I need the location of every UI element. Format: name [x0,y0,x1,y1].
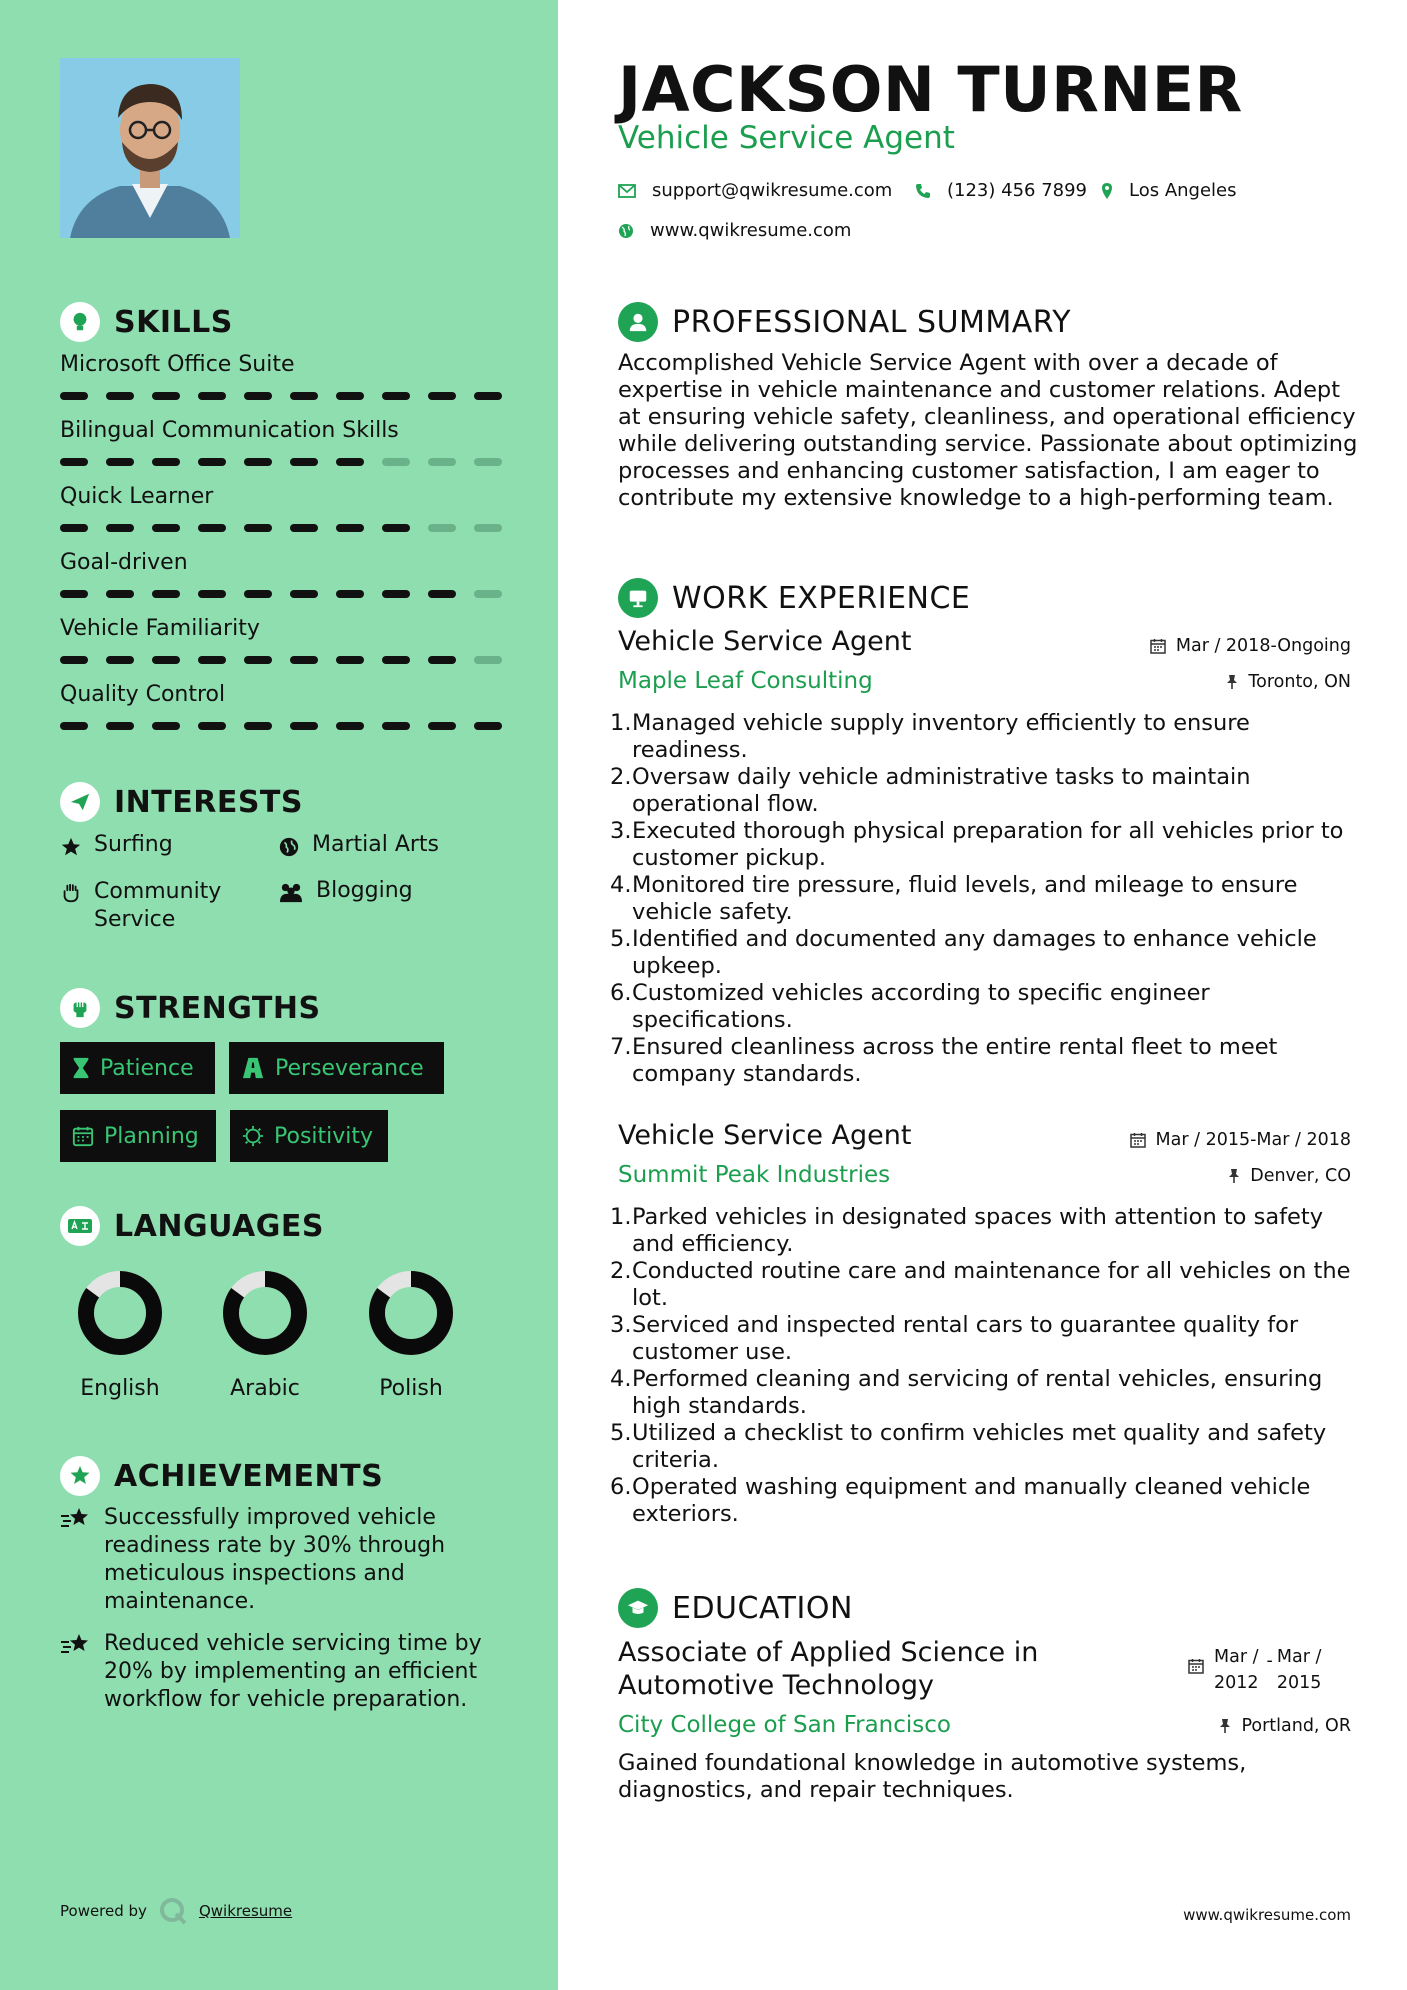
calendar-icon [72,1125,94,1147]
skill-level-segment [428,392,456,400]
hand-icon [60,882,82,904]
duty-number: 5. [610,1420,632,1446]
skill-item [60,550,500,600]
language-icon [60,1206,100,1246]
fist-icon [60,988,100,1028]
contact-location [1101,180,1237,201]
candidate-name: JACKSON TURNER [618,53,1243,126]
skill-level-segment [244,722,272,730]
skill-level-segment [60,722,88,730]
duty-item [610,764,1370,818]
company-name: Maple Leaf Consulting [618,668,873,694]
star-icon [60,836,82,858]
paper-plane-icon [60,782,100,822]
skill-label: Quality Control [60,682,226,707]
skill-label: Goal-driven [60,550,188,575]
company-name: Summit Peak Industries [618,1162,891,1188]
skill-level-segment [152,458,180,466]
duty-item [610,1204,1370,1258]
duty-text: Executed thorough physical preparation for all vehicles prior to customer pickup. [632,818,1344,871]
user-icon [618,302,658,342]
achievement-item [60,1504,500,1616]
interest-item [278,832,439,858]
skill-level-segment [152,392,180,400]
skill-level-segment [198,656,226,664]
skill-level-segment [382,722,410,730]
skill-level-segment [290,656,318,664]
skill-level-segment [106,458,134,466]
strength-label: Perseverance [275,1055,424,1081]
job-location-text: Toronto, ON [1248,672,1351,692]
road-icon [241,1057,265,1079]
achievement-item [60,1630,500,1714]
date-part: Mar / [1214,1647,1259,1667]
duty-text: Monitored tire pressure, fluid levels, and mileage to ensure vehicle safety. [632,872,1298,925]
skill-level-segment [336,392,364,400]
email-text[interactable]: support@qwikresume.com [652,180,893,201]
skill-level-segment [244,524,272,532]
skill-level-bar [60,524,500,534]
website-text[interactable]: www.qwikresume.com [650,220,852,241]
skill-item [60,682,500,732]
achievements-header [60,1456,383,1496]
briefcase-icon [618,578,658,618]
duty-item [610,818,1370,872]
summary-text: Accomplished Vehicle Service Agent with over a decade of expertise in vehicle maintenance and customer relations. Adept at ensuring vehicle safety, cleanliness, and operational efficiency while delivering outstanding service. Passionate about optimizing processes and enhancing customer satisfaction, I am eager to contribute my extensive knowledge to a high-performing team. [618,350,1358,511]
job-duties-list [610,1204,1370,1528]
date-part: Mar / [1276,1647,1322,1667]
profile-photo [60,58,240,238]
duty-number: 2. [610,1258,632,1284]
duty-text: Customized vehicles according to specific engineer specifications. [632,980,1210,1033]
sidebar [0,0,558,1990]
skill-item [60,352,500,402]
language-proficiency-ring [220,1268,310,1358]
achievement-text: Reduced vehicle servicing time by 20% by implementing an efficient workflow for vehicle preparation. [104,1631,482,1712]
education-description: Gained foundational knowledge in automotive systems, diagnostics, and repair techniques. [618,1750,1247,1803]
skill-level-segment [474,722,502,730]
strength-badge [229,1042,444,1094]
map-pin-icon [1101,182,1113,200]
date-part: 2012 [1214,1673,1259,1693]
candidate-role: Vehicle Service Agent [618,120,955,156]
skill-level-segment [382,458,410,466]
language-label: Polish [379,1376,443,1401]
skill-level-segment [382,656,410,664]
contact-website [618,220,851,241]
job-dates-text: Mar / 2015-Mar / 2018 [1155,1130,1351,1150]
skill-level-segment [290,392,318,400]
job-dates [1150,636,1351,656]
powered-by-brand-link[interactable]: Qwikresume [198,1902,293,1920]
skill-level-segment [198,722,226,730]
duty-text: Performed cleaning and servicing of rental vehicles, ensuring high standards. [632,1366,1323,1419]
interest-label: Martial Arts [312,832,440,857]
skill-level-segment [474,656,502,664]
skill-level-segment [106,722,134,730]
skill-label: Bilingual Communication Skills [60,418,399,443]
calendar-icon [1130,1132,1146,1148]
language-item [346,1268,476,1401]
skill-level-bar [60,458,500,468]
skill-level-segment [106,590,134,598]
strengths-header [60,988,321,1028]
duty-item [610,872,1370,926]
skill-level-segment [60,656,88,664]
skill-level-segment [244,392,272,400]
skill-level-segment [244,656,272,664]
duty-number: 6. [610,1474,632,1500]
skill-level-segment [152,524,180,532]
duty-text: Ensured cleanliness across the entire rental fleet to meet company standards. [632,1034,1278,1087]
skill-level-bar [60,656,500,666]
skill-level-segment [152,656,180,664]
skill-level-segment [244,590,272,598]
skill-level-segment [106,524,134,532]
pushpin-icon [1228,1168,1240,1184]
powered-by [60,1902,292,1920]
job-location-text: Denver, CO [1250,1166,1351,1186]
skill-level-bar [60,392,500,402]
skill-item [60,484,500,534]
language-item [55,1268,185,1401]
strength-badge [60,1110,216,1162]
duty-item [610,1312,1370,1366]
strength-label: Planning [104,1123,199,1149]
pushpin-icon [1219,1718,1231,1734]
job-location [1228,1166,1351,1186]
duty-number: 1. [610,710,632,736]
shooting-star-icon [60,1632,92,1658]
phone-text[interactable]: (123) 456 7899 [947,180,1088,201]
languages-header [60,1206,324,1246]
education-location-text: Portland, OR [1241,1716,1351,1736]
envelope-icon [618,184,636,198]
job-title: Vehicle Service Agent [618,626,912,657]
users-icon [278,882,304,904]
duty-text: Oversaw daily vehicle administrative tasks to maintain operational flow. [632,764,1251,817]
duty-item [610,1366,1370,1420]
degree-title [618,1636,1038,1702]
skill-level-segment [152,722,180,730]
duty-text: Conducted routine care and maintenance for all vehicles on the lot. [632,1258,1351,1311]
footer-url[interactable]: www.qwikresume.com [1183,1906,1351,1924]
skill-level-segment [428,590,456,598]
interest-item [60,878,250,934]
duty-text: Serviced and inspected rental cars to guarantee quality for customer use. [632,1312,1299,1365]
summary-header [618,302,1071,342]
skill-level-segment [290,590,318,598]
skill-level-segment [290,722,318,730]
duty-number: 6. [610,980,632,1006]
duty-number: 5. [610,926,632,952]
languages-title: LANGUAGES [114,1208,324,1244]
duty-item [610,710,1370,764]
calendar-icon [1188,1658,1204,1674]
globe-icon [618,223,634,239]
education-header [618,1588,853,1628]
skill-level-segment [428,656,456,664]
interests-header [60,782,303,822]
job-location [1226,672,1351,692]
language-proficiency-ring [366,1268,456,1358]
skill-item [60,616,500,666]
skill-level-segment [198,458,226,466]
duty-number: 4. [610,1366,632,1392]
strength-label: Positivity [274,1123,374,1149]
skill-item [60,418,500,468]
skills-header [60,302,233,342]
contact-phone [915,180,1087,201]
duty-number: 4. [610,872,632,898]
strength-label: Patience [100,1055,194,1081]
language-item [200,1268,330,1401]
skill-level-segment [474,524,502,532]
degree-line: Automotive Technology [618,1670,935,1701]
qwikresume-logo-icon [158,1896,188,1926]
shooting-star-icon [60,1506,92,1532]
skill-level-segment [428,458,456,466]
job-dates-text: Mar / 2018-Ongoing [1175,636,1351,656]
interest-label: Surfing [94,832,173,857]
degree-line: Associate of Applied Science in [618,1637,1039,1668]
duty-item [610,1034,1370,1088]
skills-title: SKILLS [114,304,233,340]
duty-number: 3. [610,1312,632,1338]
location-text: Los Angeles [1129,180,1237,201]
pushpin-icon [1226,674,1238,690]
duty-item [610,1420,1370,1474]
skill-level-segment [152,590,180,598]
skill-level-segment [382,590,410,598]
hourglass-icon [72,1057,90,1079]
skill-level-segment [336,722,364,730]
sun-icon [242,1125,264,1147]
skill-label: Quick Learner [60,484,214,509]
duty-item [610,1258,1370,1312]
duty-text: Operated washing equipment and manually cleaned vehicle exteriors. [632,1474,1311,1527]
strengths-title: STRENGTHS [114,990,321,1026]
skill-level-segment [474,392,502,400]
duty-number: 7. [610,1034,632,1060]
skill-level-segment [336,458,364,466]
globe-icon [278,836,300,858]
skill-level-segment [60,392,88,400]
duty-text: Identified and documented any damages to enhance vehicle upkeep. [632,926,1317,979]
language-label: Arabic [230,1376,300,1401]
date-separator: - [1266,1651,1273,1671]
interests-title: INTERESTS [114,784,303,820]
education-title: EDUCATION [672,1590,853,1626]
summary-title: PROFESSIONAL SUMMARY [672,304,1072,340]
duty-number: 1. [610,1204,632,1230]
interest-label: Community Service [94,879,222,932]
skill-level-segment [336,590,364,598]
skill-level-segment [106,656,134,664]
strength-badge [230,1110,388,1162]
badge-star-icon [60,1456,100,1496]
phone-icon [915,183,931,199]
skill-label: Vehicle Familiarity [60,616,260,641]
skill-level-segment [60,590,88,598]
graduation-icon [618,1588,658,1628]
strength-badge [60,1042,215,1094]
contact-email [618,180,892,201]
calendar-icon [1150,638,1166,654]
interest-item [278,878,413,904]
skill-level-segment [428,722,456,730]
skill-level-segment [244,458,272,466]
lightbulb-icon [60,302,100,342]
duty-text: Parked vehicles in designated spaces with attention to safety and efficiency. [632,1204,1324,1257]
duty-text: Managed vehicle supply inventory efficiently to ensure readiness. [632,710,1250,763]
duty-number: 3. [610,818,632,844]
job-duties-list [610,710,1370,1088]
skill-level-segment [336,656,364,664]
skill-level-segment [336,524,364,532]
duty-item [610,926,1370,980]
skill-level-segment [198,590,226,598]
skill-label: Microsoft Office Suite [60,352,295,377]
skill-level-segment [60,458,88,466]
skill-level-segment [290,458,318,466]
education-dates [1188,1644,1321,1696]
school-name: City College of San Francisco [618,1712,951,1738]
duty-item [610,1474,1370,1528]
interest-label: Blogging [316,878,413,903]
achievements-title: ACHIEVEMENTS [114,1458,384,1494]
language-proficiency-ring [75,1268,165,1358]
skill-level-bar [60,722,500,732]
skill-level-segment [198,392,226,400]
skill-level-segment [382,524,410,532]
achievement-text: Successfully improved vehicle readiness rate by 30% through meticulous inspections and maintenance. [104,1505,446,1614]
skill-level-segment [474,590,502,598]
education-end-date [1277,1644,1322,1696]
date-part: 2015 [1276,1673,1322,1693]
language-label: English [80,1376,160,1401]
experience-title: WORK EXPERIENCE [672,580,971,616]
skill-level-bar [60,590,500,600]
skill-level-segment [428,524,456,532]
duty-text: Utilized a checklist to confirm vehicles met quality and safety criteria. [632,1420,1327,1473]
education-location [1219,1716,1351,1736]
skill-level-segment [290,524,318,532]
skill-level-segment [60,524,88,532]
duty-item [610,980,1370,1034]
skill-level-segment [474,458,502,466]
skill-level-segment [198,524,226,532]
skill-level-segment [106,392,134,400]
main-column [558,0,1407,1990]
education-start-date [1214,1644,1259,1696]
experience-header [618,578,970,618]
interest-item [60,832,173,858]
powered-by-text: Powered by [60,1902,147,1920]
skill-level-segment [382,392,410,400]
job-dates [1130,1130,1351,1150]
job-title: Vehicle Service Agent [618,1120,912,1151]
duty-number: 2. [610,764,632,790]
